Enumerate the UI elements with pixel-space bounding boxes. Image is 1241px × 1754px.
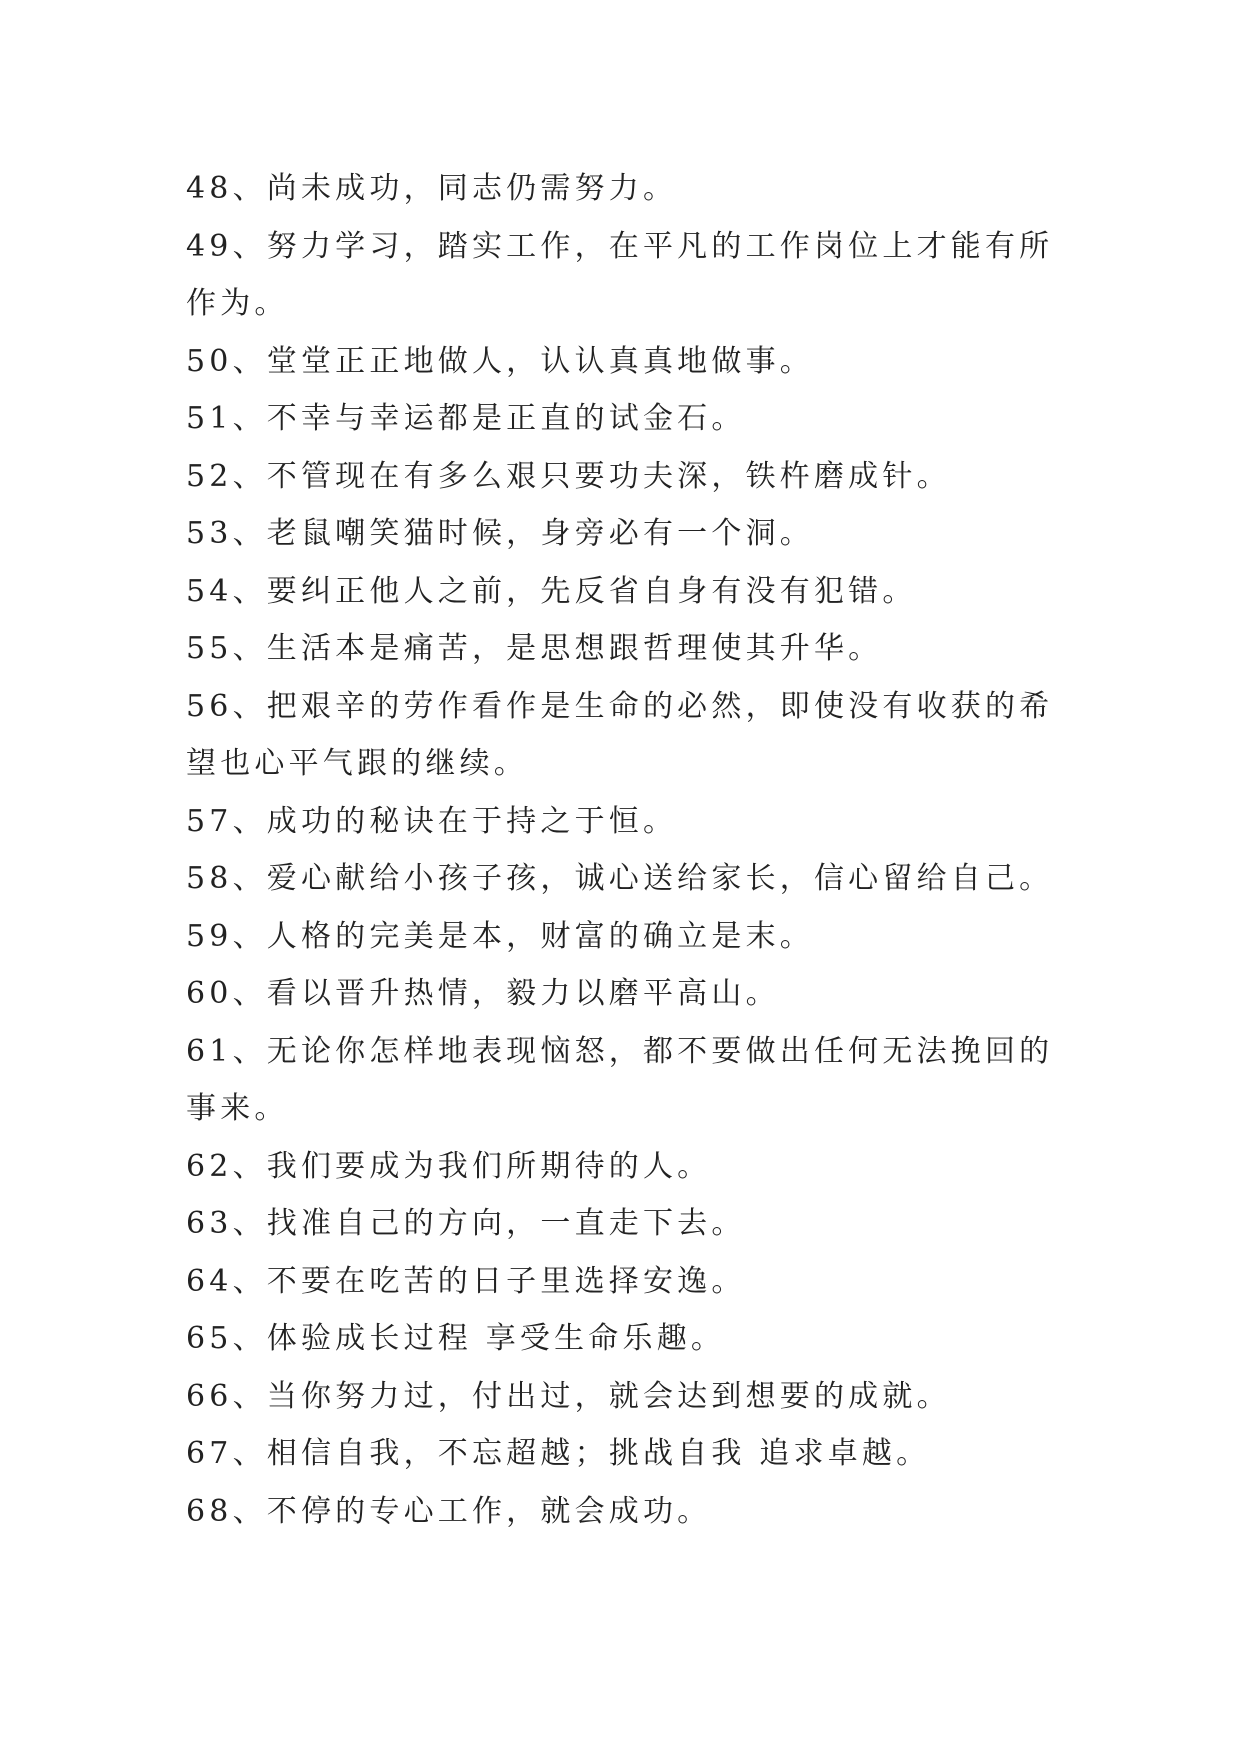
list-item: 62、我们要成为我们所期待的人。 [186,1148,712,1184]
list-item: 61、无论你怎样地表现恼怒，都不要做出任何无法挽回的事来。 [186,1033,1054,1126]
list-item: 59、人格的完美是本，财富的确立是末。 [186,918,814,954]
list-item: 55、生活本是痛苦，是思想跟哲理使其升华。 [186,631,883,666]
list-item: 54、要纠正他人之前，先反省自身有没有犯错。 [186,573,917,609]
list-item: 66、当你努力过，付出过，就会达到想要的成就。 [186,1378,951,1414]
list-item: 67、相信自我，不忘超越；挑战自我 追求卓越。 [186,1436,931,1471]
list-item: 58、爱心献给小孩子孩，诚心送给家长，信心留给自己。 [186,861,1054,896]
list-item: 50、堂堂正正地做人，认认真真地做事。 [186,343,814,379]
list-item: 68、不停的专心工作，就会成功。 [186,1493,712,1529]
list-item: 52、不管现在有多么艰只要功夫深，铁杵磨成针。 [186,458,951,494]
list-item: 63、找准自己的方向，一直走下去。 [186,1206,746,1241]
quote-list [186,160,1066,1540]
list-item: 56、把艰辛的劳作看作是生命的必然，即使没有收获的希望也心平气跟的继续。 [186,688,1054,781]
list-item: 51、不幸与幸运都是正直的试金石。 [186,401,746,436]
list-item: 65、体验成长过程 享受生命乐趣。 [186,1321,726,1356]
list-item: 53、老鼠嘲笑猫时候，身旁必有一个洞。 [186,516,814,551]
list-item: 64、不要在吃苦的日子里选择安逸。 [186,1263,746,1299]
list-item: 49、努力学习，踏实工作，在平凡的工作岗位上才能有所作为。 [186,228,1054,321]
list-item: 57、成功的秘诀在于持之于恒。 [186,803,678,839]
list-item: 60、看以晋升热情，毅力以磨平高山。 [186,976,780,1011]
list-item: 48、尚未成功，同志仍需努力。 [186,171,678,206]
